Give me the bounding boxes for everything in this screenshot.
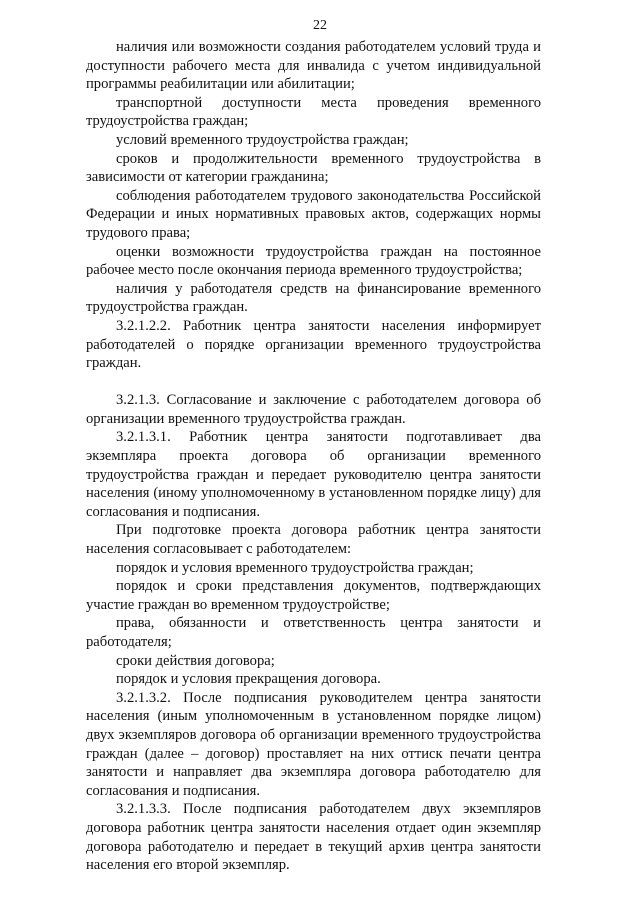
paragraph-employer-funds: наличия у работодателя средств на финансирование временного трудоустройства граждан.	[86, 280, 541, 316]
paragraph-contract-term: сроки действия договора;	[116, 652, 275, 669]
paragraph-3-2-1-2-2: 3.2.1.2.2. Работник центра занятости населения информирует работодателей о порядке организации временного трудоустройства граждан.	[86, 317, 541, 372]
paragraph-3-2-1-3-2: 3.2.1.3.2. После подписания руководителем центра занятости населения (иным уполномоченным в установленном порядке лицом) двух экземпляров договора об организации временного трудоустройства граждан (далее – договор) проставляет на них оттиск печати центра занятости и направляет два экземпляра договора работодателю для согласования и подписания.	[86, 689, 541, 799]
paragraph-3-2-1-3-3: 3.2.1.3.3. После подписания работодателем двух экземпляров договора работник центра занятости населения отдает один экземпляр договора работодателю и передает в текущий архив центра занятости населения его второй экземпляр.	[86, 801, 541, 874]
document-body	[86, 38, 541, 875]
paragraph-procedure-conditions: порядок и условия временного трудоустройства граждан;	[116, 559, 474, 576]
paragraph-documents-deadlines: порядок и сроки представления документов, подтверждающих участие граждан во временном трудоустройстве;	[86, 578, 541, 613]
paragraph-3-2-1-3: 3.2.1.3. Согласование и заключение с работодателем договора об организации временного трудоустройства граждан.	[86, 392, 541, 427]
paragraph-transport-accessibility: транспортной доступности места проведения временного трудоустройства граждан;	[86, 94, 541, 130]
paragraph-contract-termination: порядок и условия прекращения договора.	[116, 671, 381, 688]
paragraph-employment-conditions: условий временного трудоустройства граждан;	[116, 131, 409, 148]
paragraph-terms-duration: сроков и продолжительности временного трудоустройства в зависимости от категории гражданина;	[86, 150, 541, 186]
paragraph-permanent-employment: оценки возможности трудоустройства граждан на постоянное рабочее место после окончания периода временного трудоустройства;	[86, 243, 541, 279]
paragraph-contract-preparation: При подготовке проекта договора работник центра занятости населения согласовывает с работодателем:	[86, 522, 541, 558]
page-number: 22	[313, 18, 327, 33]
paragraph-labor-law-compliance: соблюдения работодателем трудового законодательства Российской Федерации и иных нормативных правовых актов, содержащих нормы трудового права;	[86, 187, 541, 241]
paragraph-3-2-1-3-1: 3.2.1.3.1. Работник центра занятости подготавливает два экземпляра проекта договора об организации временного трудоустройства граждан и передает руководителю центра занятости населения (иному уполномоченному в установленном порядке лицу) для согласования и подписания.	[86, 429, 541, 520]
paragraph-rights-obligations: права, обязанности и ответственность центра занятости и работодателя;	[86, 615, 541, 650]
paragraph-workplace-accessibility: наличия или возможности создания работодателем условий труда и доступности рабочего места для инвалида с учетом индивидуальной программы реабилитации или абилитации;	[86, 39, 541, 93]
